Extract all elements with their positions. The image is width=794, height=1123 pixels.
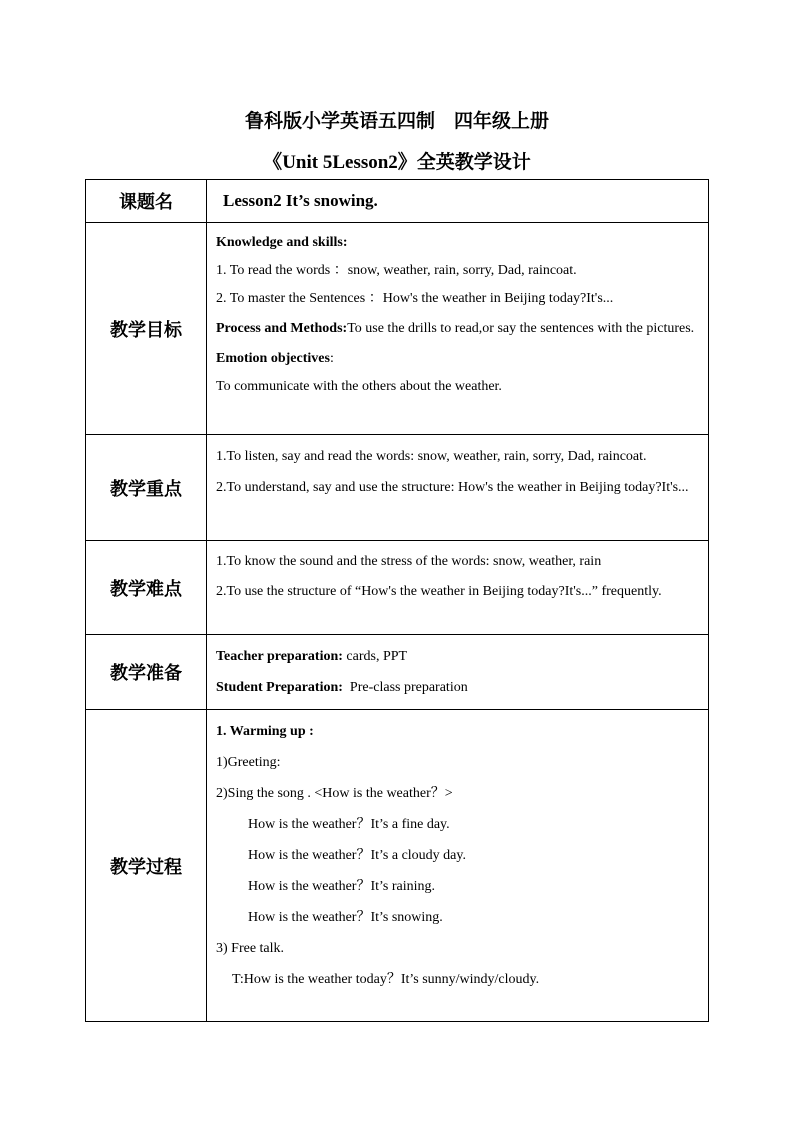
teacher-preparation-text: cards, PPT bbox=[342, 649, 408, 664]
teacher-preparation bbox=[216, 641, 700, 672]
difficulty-2: 2.To use the structure of “How's the weather in Beijing today?It's...” frequently. bbox=[216, 584, 662, 599]
knowledge-item-2: 2. To master the Sentences ：How's the weather in Beijing today?It's... bbox=[216, 291, 614, 306]
table-row-preparation bbox=[86, 635, 709, 710]
emotion-objectives bbox=[216, 345, 700, 373]
table-row-objectives bbox=[86, 223, 709, 435]
process-label: 教学过程 bbox=[86, 710, 207, 1022]
table-row-key-points bbox=[86, 435, 709, 541]
table-row-topic bbox=[86, 180, 709, 223]
table-row-process bbox=[86, 710, 709, 1022]
greeting-step: 1)Greeting: bbox=[216, 755, 281, 770]
key-point-1: 1.To listen, say and read the words: snow, weather, rain, sorry, Dad, raincoat. bbox=[216, 449, 647, 464]
document-title: 鲁科版小学英语五四制 四年级上册 bbox=[244, 110, 549, 132]
objectives-content bbox=[207, 223, 709, 435]
subtitle-suffix: 》全英教学设计 bbox=[397, 151, 531, 173]
emotion-text: To communicate with the others about the weather. bbox=[216, 379, 502, 394]
warming-up-heading: 1. Warming up : bbox=[216, 724, 314, 739]
objectives-label: 教学目标 bbox=[86, 223, 207, 435]
process-methods bbox=[216, 313, 700, 345]
subtitle-unit: Unit 5Lesson2 bbox=[282, 152, 398, 173]
key-points-label: 教学重点 bbox=[86, 435, 207, 541]
emotion-colon: : bbox=[329, 351, 334, 366]
song-line: How is the weather？It’s a cloudy day. bbox=[248, 848, 466, 863]
topic-label: 课题名 bbox=[86, 180, 207, 223]
table-row-difficulties bbox=[86, 541, 709, 635]
knowledge-item-1: 1. To read the words ：snow, weather, rain, sorry, Dad, raincoat. bbox=[216, 263, 577, 278]
preparation-label: 教学准备 bbox=[86, 635, 207, 710]
process-heading: Process and Methods: bbox=[216, 321, 348, 336]
lesson-plan-table bbox=[85, 179, 709, 1022]
teacher-dialogue-line: T:How is the weather today？It’s sunny/windy/cloudy. bbox=[232, 972, 540, 987]
free-talk-step: 3) Free talk. bbox=[216, 941, 285, 956]
process-content bbox=[207, 710, 709, 1022]
student-preparation-text: Pre-class preparation bbox=[342, 680, 468, 695]
process-text: To use the drills to read,or say the sentences with the pictures. bbox=[347, 321, 695, 336]
document-subtitle bbox=[0, 147, 794, 174]
difficulties-label: 教学难点 bbox=[86, 541, 207, 635]
emotion-heading: Emotion objectives bbox=[216, 351, 330, 366]
topic-value: Lesson2 It’s snowing. bbox=[207, 180, 709, 223]
sing-step: 2)Sing the song . <How is the weather？> bbox=[216, 786, 453, 801]
song-line: How is the weather？It’s a fine day. bbox=[248, 817, 450, 832]
key-points-content bbox=[207, 435, 709, 541]
key-point-2: 2.To understand, say and use the structure: How's the weather in Beijing today?It's... bbox=[216, 480, 689, 495]
difficulty-1: 1.To know the sound and the stress of the words: snow, weather, rain bbox=[216, 554, 602, 569]
preparation-content bbox=[207, 635, 709, 710]
teacher-preparation-heading: Teacher preparation: bbox=[216, 649, 343, 664]
student-preparation bbox=[216, 672, 700, 703]
difficulties-content bbox=[207, 541, 709, 635]
song-line: How is the weather？It’s snowing. bbox=[248, 910, 443, 925]
song-line: How is the weather？It’s raining. bbox=[248, 879, 436, 894]
subtitle-prefix: 《 bbox=[263, 151, 283, 173]
knowledge-heading: Knowledge and skills: bbox=[216, 235, 348, 250]
student-preparation-heading: Student Preparation: bbox=[216, 680, 343, 695]
